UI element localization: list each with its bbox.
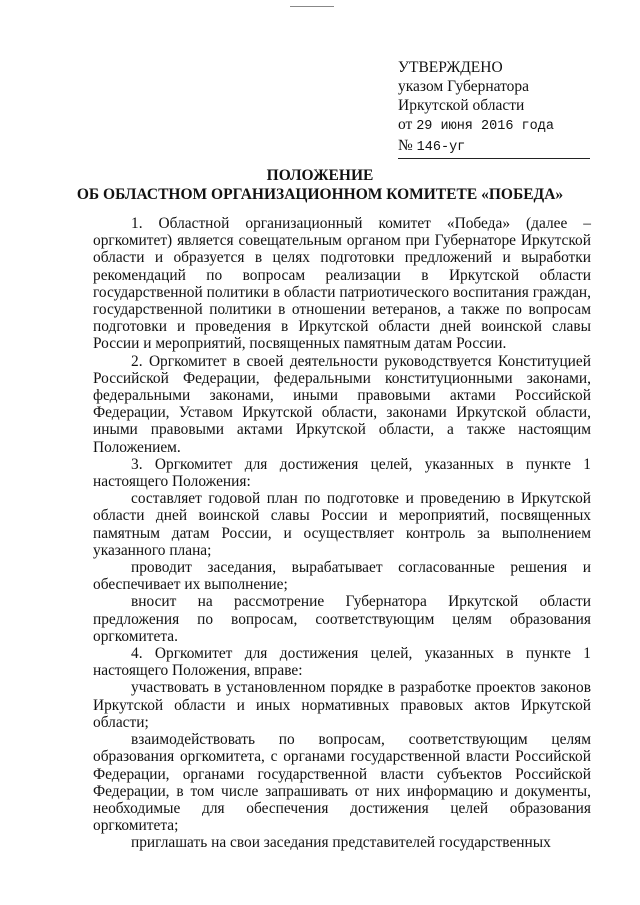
paragraph-3-item-2: проводит заседания, вырабатывает согласованные решения и обеспечивает их выполнение; <box>93 559 591 594</box>
approval-authority: указом Губернатора <box>398 78 530 95</box>
paragraph-2: 2. Оргкомитет в своей деятельности руководствуется Конституцией Российской Федерации, федеральными конституционными законами, федеральными законами, иными правовыми актами Российской Федерации, Уставом Иркутской области, законами Иркутской области, иными правовыми актами Иркутской области, а также настоящим Положением. <box>93 352 591 456</box>
approval-heading: УТВЕРЖДЕНО <box>398 59 503 76</box>
approval-date-prefix: от <box>398 116 413 133</box>
approval-date: 29 июня 2016 года <box>416 119 554 134</box>
approval-number-prefix: № <box>398 137 413 154</box>
paragraph-3-item-1: составляет годовой план по подготовке и проведению в Иркутской области дней воинской славы России и мероприятий, посвященных памятным датам России, и осуществляет контроль за выполнением указанного плана; <box>93 490 591 559</box>
paragraph-3: 3. Оргкомитет для достижения целей, указанных в пункте 1 настоящего Положения: <box>93 455 591 491</box>
approval-stamp <box>398 58 588 159</box>
title-line-2: ОБ ОБЛАСТНОМ ОРГАНИЗАЦИОННОМ КОМИТЕТЕ «ПОБЕДА» <box>76 186 564 203</box>
paragraph-4-item-3: приглашать на свои заседания представителей государственных <box>131 834 551 852</box>
document-body <box>93 215 591 852</box>
paragraph-4: 4. Оргкомитет для достижения целей, указанных в пункте 1 настоящего Положения, вправе: <box>93 645 591 680</box>
paragraph-1: 1. Областной организационный комитет «Победа» (далее – оргкомитет) является совещательным органом при Губернаторе Иркутской области и образуется в целях подготовки предложений и выработки рекомендаций по вопросам реализации в Иркутской области государственной политики в области патриотического воспитания граждан, государственной политики в отношении ветеранов, а также по вопросам подготовки и проведения в Иркутской области дней воинской славы России и мероприятий, посвященных памятным датам России. <box>93 215 591 353</box>
approval-number: 146-уг <box>416 140 466 155</box>
paragraph-4-item-2: взаимодействовать по вопросам, соответствующим целям образования оргкомитета, с органами государственной власти Российской Федерации, органами государственной власти субъектов Российской Федерации, в том числе запрашивать от них информацию и документы, необходимые для обеспечения достижения целей образования оргкомитета; <box>93 731 591 835</box>
approval-region: Иркутской области <box>398 97 525 114</box>
paragraph-4-item-1: участвовать в установленном порядке в разработке проектов законов Иркутской области и иных нормативных правовых актов Иркутской области; <box>93 679 591 731</box>
scan-mark <box>290 6 334 7</box>
paragraph-3-item-3: вносит на рассмотрение Губернатора Иркутской области предложения по вопросам, соответствующим целям образования оргкомитета. <box>93 593 591 645</box>
title-line-1: ПОЛОЖЕНИЕ <box>266 167 374 184</box>
approval-date-line <box>398 115 588 136</box>
approval-number-line <box>398 136 590 159</box>
document-title <box>0 166 640 204</box>
